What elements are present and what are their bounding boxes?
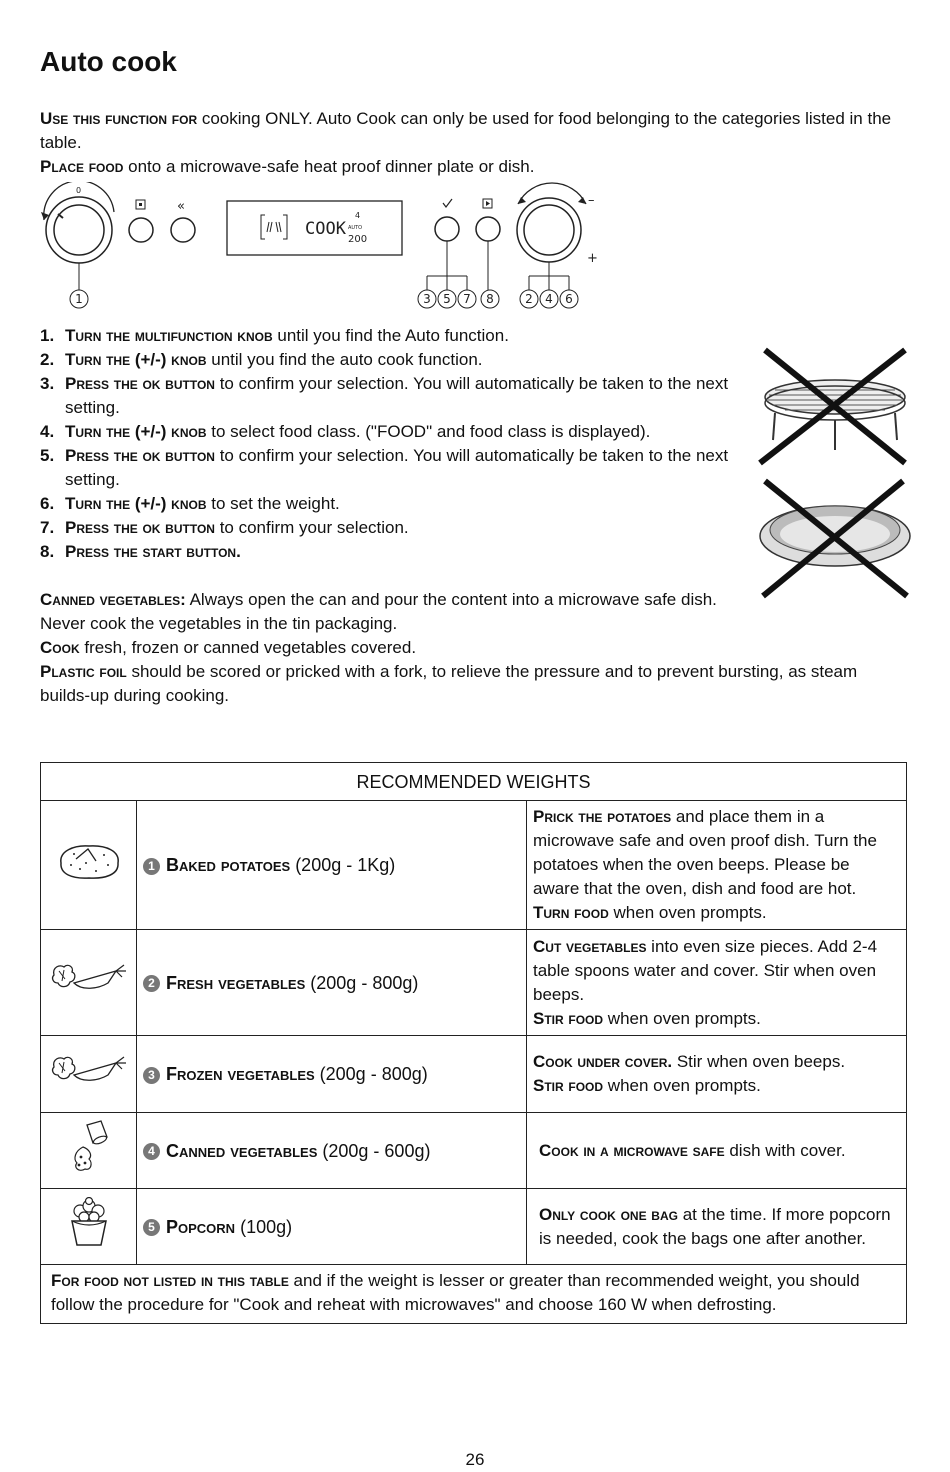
step-item <box>40 516 760 540</box>
page-title: Auto cook <box>40 46 177 77</box>
callout-lines <box>79 241 569 290</box>
step-item <box>40 372 760 420</box>
desc-text: when oven prompts. <box>603 1076 761 1095</box>
row-name-cell <box>137 930 527 1036</box>
row-icon-cell <box>41 1113 137 1189</box>
desc-lead: Only cook one bag <box>539 1204 678 1224</box>
row-name-cell <box>137 801 527 930</box>
table-row <box>41 1113 907 1189</box>
row-name: Baked potatoes <box>166 855 291 875</box>
svg-text:«: « <box>177 199 185 214</box>
row-desc-cell <box>527 1189 907 1265</box>
note-lead: Plastic foil <box>40 662 127 681</box>
step-lead: Turn the (+/-) knob <box>65 422 207 441</box>
steps-list <box>40 324 760 564</box>
row-name: Frozen vegetables <box>166 1064 315 1084</box>
desc-lead: Turn food <box>533 903 609 922</box>
footer-lead: For food not listed in this table <box>51 1271 289 1290</box>
desc-text: when oven prompts. <box>603 1008 761 1028</box>
row-name-cell <box>137 1189 527 1265</box>
display-auto-label: AUTO <box>348 225 363 231</box>
step-text: to confirm your selection. You will automatically be taken to the next setting. <box>65 374 729 417</box>
step-lead: Press the ok button <box>65 446 215 465</box>
intro-place <box>40 155 910 179</box>
step-text: to confirm your selection. You will automatically be taken to the next setting. <box>65 446 729 489</box>
intro-place-lead: Place food <box>40 157 124 176</box>
note-lead: Cook <box>40 638 80 657</box>
step-number: 1. <box>40 326 55 345</box>
row-number-badge: 2 <box>143 975 160 992</box>
table-row <box>41 1036 907 1113</box>
multifunction-knob-icon <box>41 182 114 263</box>
display-cook-text: COOK <box>305 219 346 239</box>
step-item <box>40 324 760 348</box>
desc-text: and place them in a microwave safe and oven proof dish. Turn the potatoes when the oven beeps. Please be aware that the oven, dish and food are hot. <box>533 807 877 898</box>
desc-lead: Cook under cover. <box>533 1052 673 1071</box>
ok-button-icon <box>435 199 459 241</box>
row-desc-cell <box>527 1036 907 1113</box>
start-button-icon <box>476 199 500 241</box>
row-name: Canned vegetables <box>166 1140 318 1161</box>
row-icon-cell <box>41 1036 137 1113</box>
callout-4: 4 <box>545 292 553 306</box>
intro-use-text: cooking ONLY. Auto Cook can only be used for food belonging to the categories listed in the table. <box>40 109 892 152</box>
potato-icon <box>56 841 122 883</box>
step-number: 3. <box>40 374 55 393</box>
desc-text: at the time. If more popcorn is needed, cook the bags one after another. <box>539 1204 891 1248</box>
callout-8: 8 <box>486 292 494 306</box>
note-text: should be scored or pricked with a fork, to relieve the pressure and to prevent bursting, as steam builds-up during cooking. <box>40 662 858 705</box>
row-weight: (200g - 800g) <box>314 1064 428 1084</box>
desc-lead: Stir food <box>533 1076 604 1095</box>
desc-lead: Cut vegetables <box>533 936 647 956</box>
stop-button-icon <box>129 200 153 242</box>
no-rack-icon <box>755 345 915 470</box>
page-number: 26 <box>465 1450 485 1469</box>
note-cook <box>40 636 910 660</box>
no-metal-dish-icon <box>755 478 915 600</box>
callout-6: 6 <box>565 292 573 306</box>
step-lead: Press the start button. <box>65 542 241 561</box>
plus-minus-knob-icon <box>517 183 598 266</box>
intro-use-lead: Use this function for <box>40 109 198 128</box>
note-canned <box>40 588 740 636</box>
step-text: until you find the Auto function. <box>272 326 509 345</box>
table-footer-row <box>41 1265 907 1324</box>
intro <box>40 107 910 179</box>
step-number: 8. <box>40 542 55 561</box>
row-icon-cell <box>41 930 137 1036</box>
row-icon-cell <box>41 1189 137 1265</box>
minus-label: – <box>588 193 595 208</box>
step-number: 4. <box>40 422 55 441</box>
step-lead: Turn the (+/-) knob <box>65 494 207 513</box>
desc-lead: Cook in a microwave safe <box>539 1140 725 1160</box>
row-icon-cell <box>41 801 137 930</box>
knob-zero-label: 0 <box>76 186 82 195</box>
display-screen <box>227 201 402 255</box>
popcorn-icon <box>68 1197 110 1249</box>
row-name-cell <box>137 1113 527 1189</box>
row-number-badge: 5 <box>143 1219 160 1236</box>
step-number: 2. <box>40 350 55 369</box>
fresh-vegetables-icon <box>50 961 128 997</box>
step-lead: Turn the (+/-) knob <box>65 350 207 369</box>
desc-text: dish with cover. <box>724 1140 846 1160</box>
back-button-icon <box>171 199 195 242</box>
row-weight: (200g - 1Kg) <box>290 855 396 875</box>
table-header: RECOMMENDED WEIGHTS <box>41 763 907 801</box>
step-item <box>40 492 760 516</box>
step-text: until you find the auto cook function. <box>206 350 483 369</box>
plus-label: + <box>587 251 598 266</box>
table-footer <box>41 1265 907 1324</box>
callout-5: 5 <box>443 292 451 306</box>
note-text: Always open the can and pour the content into a microwave safe dish. Never cook the vegetables in the tin packaging. <box>40 590 717 633</box>
intro-use <box>40 107 910 155</box>
canned-vegetables-icon <box>67 1119 111 1175</box>
recommended-weights-table <box>40 762 907 1324</box>
callout-1: 1 <box>75 292 83 306</box>
control-panel-diagram <box>30 182 630 316</box>
desc-lead: Stir food <box>533 1008 604 1028</box>
intro-place-text: onto a microwave-safe heat proof dinner plate or dish. <box>123 157 535 176</box>
step-item <box>40 420 760 444</box>
notes <box>40 588 910 708</box>
footer-text: and if the weight is lesser or greater than recommended weight, you should follow the procedure for "Cook and reheat with microwaves" and choose 160 W when defrosting. <box>51 1271 860 1314</box>
note-plastic <box>40 660 910 708</box>
step-text: to confirm your selection. <box>214 518 409 537</box>
note-text: fresh, frozen or canned vegetables covered. <box>79 638 417 657</box>
row-name: Fresh vegetables <box>166 972 306 993</box>
row-desc-cell <box>527 801 907 930</box>
callout-3: 3 <box>423 292 431 306</box>
desc-text: when oven prompts. <box>608 903 767 922</box>
row-desc-cell <box>527 1113 907 1189</box>
row-number-badge: 3 <box>143 1067 160 1084</box>
row-number-badge: 1 <box>143 858 160 875</box>
desc-text: into even size pieces. Add 2-4 table spoons water and cover. Stir when oven beeps. <box>533 936 878 1004</box>
row-name: Popcorn <box>166 1216 236 1237</box>
desc-text: Stir when oven beeps. <box>672 1052 846 1071</box>
table-row <box>41 801 907 930</box>
row-weight: (200g - 600g) <box>317 1140 431 1161</box>
step-text: to select food class. ("FOOD" and food class is displayed). <box>206 422 651 441</box>
display-bottom-number: 200 <box>348 234 368 245</box>
step-lead: Press the ok button <box>65 374 215 393</box>
row-number-badge: 4 <box>143 1143 160 1160</box>
step-number: 6. <box>40 494 55 513</box>
table-row <box>41 930 907 1036</box>
row-weight: (200g - 800g) <box>305 972 419 993</box>
table-row <box>41 1189 907 1265</box>
display-top-number: 4 <box>355 211 361 220</box>
row-weight: (100g) <box>235 1216 293 1237</box>
step-lead: Press the ok button <box>65 518 215 537</box>
step-number: 5. <box>40 446 55 465</box>
row-name-cell <box>137 1036 527 1113</box>
desc-lead: Prick the potatoes <box>533 807 672 826</box>
step-lead: Turn the multifunction knob <box>65 326 273 345</box>
step-item <box>40 444 760 492</box>
frozen-vegetables-icon <box>50 1053 128 1089</box>
callout-2: 2 <box>525 292 533 306</box>
step-item <box>40 540 760 564</box>
note-lead: Canned vegetables: <box>40 590 186 609</box>
step-text: to set the weight. <box>206 494 340 513</box>
callout-7: 7 <box>463 292 471 306</box>
step-number: 7. <box>40 518 55 537</box>
row-desc-cell <box>527 930 907 1036</box>
step-item <box>40 348 760 372</box>
